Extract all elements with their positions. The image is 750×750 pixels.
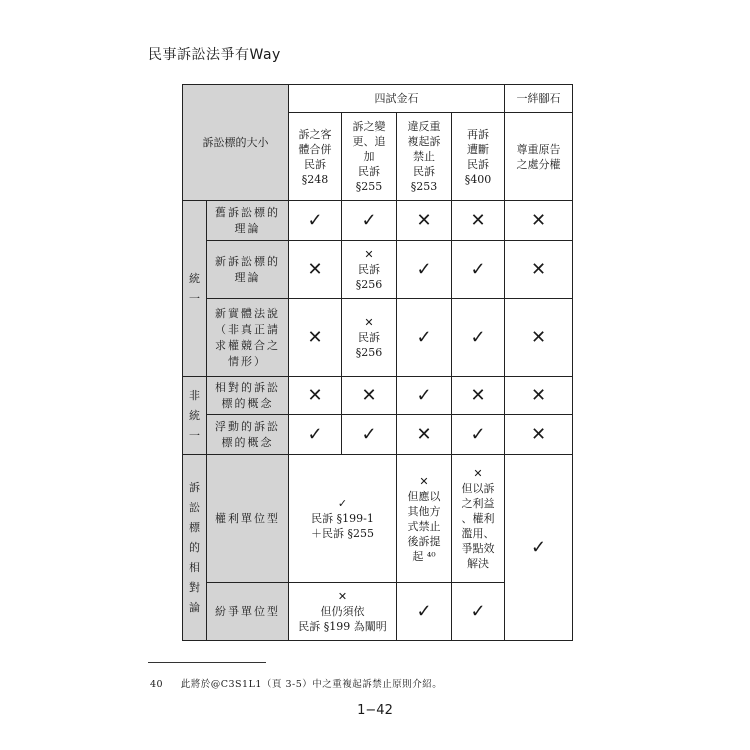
cell-mark-with-note: ✕ 但應以 其他方 式禁止 後訴提 起 ⁴⁰: [397, 455, 452, 583]
cell-mark: ✕: [505, 377, 573, 415]
cell-mark: ✓: [397, 299, 452, 377]
corner-label: 訴訟標的大小: [183, 85, 289, 201]
group-header-stepping-stone: 一絆腳石: [505, 85, 573, 113]
row-label-dispute-unit: 紛爭單位型: [207, 583, 289, 641]
group-header-four-tests: 四試金石: [289, 85, 505, 113]
cell-mark: ✕: [397, 415, 452, 455]
footnote: [150, 676, 442, 690]
row-label-floating-concept: 浮動的訴訟 標的概念: [207, 415, 289, 455]
row-label-new-theory: 新訴訟標的 理論: [207, 241, 289, 299]
cell-mark: ✓: [397, 241, 452, 299]
cell-merged-dispute-unit: ✕ 但仍須依 民訴 §199 為闡明: [289, 583, 397, 641]
cell-mark: ✓: [505, 455, 573, 641]
column-header-duplicate-suit: 違反重 複起訴 禁止 民訴 §253: [397, 113, 452, 201]
cell-mark-with-note: ✕ 民訴 §256: [342, 241, 397, 299]
running-header: 民事訴訟法爭有Way: [148, 47, 281, 63]
cell-mark: ✕: [289, 299, 342, 377]
cell-mark: ✓: [397, 377, 452, 415]
row-label-relative-concept: 相對的訴訟 標的概念: [207, 377, 289, 415]
group-label-unified: 統 一: [183, 201, 207, 377]
row-label-new-substantive: 新實體法說 （非真正請 求權競合之 情形）: [207, 299, 289, 377]
page-number: 1−42: [357, 703, 393, 718]
cell-mark: ✓: [452, 415, 505, 455]
cell-mark: ✓: [452, 299, 505, 377]
cell-mark: ✓: [342, 201, 397, 241]
footnote-number: 40: [150, 679, 164, 690]
column-header-disposition: 尊重原告 之處分權: [505, 113, 573, 201]
cell-mark: ✓: [452, 583, 505, 641]
cell-mark: ✕: [505, 299, 573, 377]
cell-mark: ✕: [505, 241, 573, 299]
cell-mark: ✕: [342, 377, 397, 415]
comparison-table: [182, 84, 573, 641]
cell-mark-with-note: ✕ 民訴 §256: [342, 299, 397, 377]
cell-mark: ✕: [289, 377, 342, 415]
cell-mark: ✓: [342, 415, 397, 455]
cell-mark-with-note: ✕ 但以訴 之利益 、權利 濫用、 爭點效 解決: [452, 455, 505, 583]
cell-mark: ✓: [452, 241, 505, 299]
footnote-divider: [148, 662, 266, 663]
cell-mark: ✕: [505, 201, 573, 241]
cell-mark: ✓: [397, 583, 452, 641]
column-header-res-judicata: 再訴 遭斷 民訴 §400: [452, 113, 505, 201]
cell-mark: ✕: [452, 201, 505, 241]
cell-mark: ✓: [289, 201, 342, 241]
cell-mark: ✕: [289, 241, 342, 299]
cell-mark: ✓: [289, 415, 342, 455]
group-label-relative-theory: 訴 訟 標 的 相 對 論: [183, 455, 207, 641]
column-header-amendment: 訴之變 更、追 加 民訴 §255: [342, 113, 397, 201]
row-label-old-theory: 舊訴訟標的 理論: [207, 201, 289, 241]
cell-mark: ✕: [397, 201, 452, 241]
column-header-joinder: 訴之客 體合併 民訴 §248: [289, 113, 342, 201]
row-label-right-unit: 權利單位型: [207, 455, 289, 583]
cell-mark: ✕: [505, 415, 573, 455]
cell-mark: ✕: [452, 377, 505, 415]
cell-merged-right-unit: ✓ 民訴 §199-1 ＋民訴 §255: [289, 455, 397, 583]
footnote-text: 此將於@C3S1L1（頁 3-5）中之重複起訴禁止原則介紹。: [180, 679, 443, 690]
group-label-non-unified: 非 統 一: [183, 377, 207, 455]
